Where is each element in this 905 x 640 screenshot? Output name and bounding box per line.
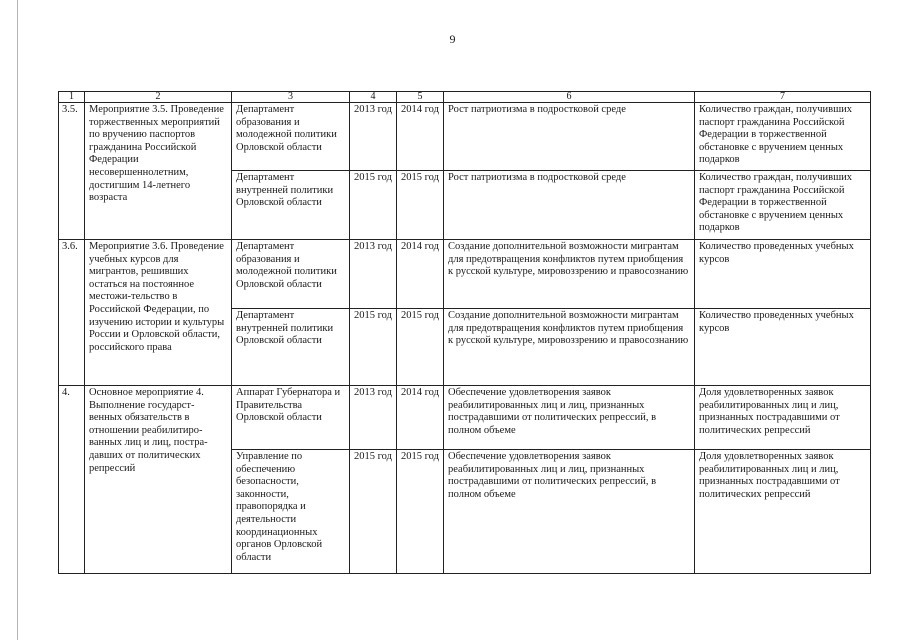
start-year: 2015 год — [350, 450, 397, 574]
start-year: 2015 год — [350, 309, 397, 386]
target-indicator: Количество проведенных учебных курсов — [695, 240, 871, 309]
expected-result: Рост патриотизма в подростковой среде — [444, 103, 695, 171]
measure-name: Мероприятие 3.5. Проведение торжественных мероприятий по вручению паспортов гражданина Российской Федерации несовершеннолетним, достигшим 14-летнего возраста — [85, 103, 232, 240]
target-indicator: Количество граждан, получивших паспорт гражданина Российской Федерации в торжественной обстановке с вручением ценных подарков — [695, 171, 871, 240]
target-indicator: Доля удовлетворенных заявок реабилитированных лиц и лиц, признанных пострадавшими от политических репрессий — [695, 386, 871, 450]
end-year: 2014 год — [397, 386, 444, 450]
item-number: 4. — [59, 386, 85, 574]
item-number: 3.5. — [59, 103, 85, 240]
expected-result: Создание дополнительной возможности мигрантам для предотвращения конфликтов путем приобщения к русской культуре, мировоззрению и правосознанию — [444, 309, 695, 386]
end-year: 2015 год — [397, 171, 444, 240]
program-measures-table — [58, 91, 871, 574]
start-year: 2013 год — [350, 103, 397, 171]
column-header: 2 — [85, 92, 232, 103]
table-row — [59, 103, 871, 171]
start-year: 2015 год — [350, 171, 397, 240]
responsible-executor: Департамент внутренней политики Орловской области — [232, 171, 350, 240]
target-indicator: Количество граждан, получивших паспорт гражданина Российской Федерации в торжественной обстановке с вручением ценных подарков — [695, 103, 871, 171]
scan-edge-line — [17, 0, 18, 640]
end-year: 2015 год — [397, 450, 444, 574]
start-year: 2013 год — [350, 240, 397, 309]
page-number: 9 — [449, 32, 456, 46]
target-indicator: Доля удовлетворенных заявок реабилитированных лиц и лиц, признанных пострадавшими от политических репрессий — [695, 450, 871, 574]
target-indicator: Количество проведенных учебных курсов — [695, 309, 871, 386]
measure-name: Основное мероприятие 4. Выполнение государст-венных обязательств в отношении реабилитиро-ванных лиц и лиц, постра-давших от политических репрессий — [85, 386, 232, 574]
table-row — [59, 240, 871, 309]
column-header: 7 — [695, 92, 871, 103]
expected-result: Рост патриотизма в подростковой среде — [444, 171, 695, 240]
item-number: 3.6. — [59, 240, 85, 386]
responsible-executor: Департамент внутренней политики Орловской области — [232, 309, 350, 386]
end-year: 2014 год — [397, 103, 444, 171]
table-row — [59, 386, 871, 450]
responsible-executor: Аппарат Губернатора и Правительства Орловской области — [232, 386, 350, 450]
responsible-executor: Департамент образования и молодежной политики Орловской области — [232, 103, 350, 171]
column-number-row — [59, 92, 871, 103]
measure-name: Мероприятие 3.6. Проведение учебных курсов для мигрантов, решивших остаться на постоянное местожи-тельство в Российской Федерации, по изучению истории и культуры России и Орловской области, российского права — [85, 240, 232, 386]
end-year: 2015 год — [397, 309, 444, 386]
column-header: 3 — [232, 92, 350, 103]
responsible-executor: Департамент образования и молодежной политики Орловской области — [232, 240, 350, 309]
column-header: 1 — [59, 92, 85, 103]
responsible-executor: Управление по обеспечению безопасности, законности, правопорядка и деятельности координационных органов Орловской области — [232, 450, 350, 574]
expected-result: Обеспечение удовлетворения заявок реабилитированных лиц и лиц, признанных пострадавшими от политических репрессий, в полном объеме — [444, 386, 695, 450]
start-year: 2013 год — [350, 386, 397, 450]
column-header: 6 — [444, 92, 695, 103]
end-year: 2014 год — [397, 240, 444, 309]
expected-result: Обеспечение удовлетворения заявок реабилитированных лиц и лиц, признанных пострадавшими от политических репрессий, в полном объеме — [444, 450, 695, 574]
column-header: 5 — [397, 92, 444, 103]
expected-result: Создание дополнительной возможности мигрантам для предотвращения конфликтов путем приобщения к русской культуре, мировоззрению и правосознанию — [444, 240, 695, 309]
column-header: 4 — [350, 92, 397, 103]
